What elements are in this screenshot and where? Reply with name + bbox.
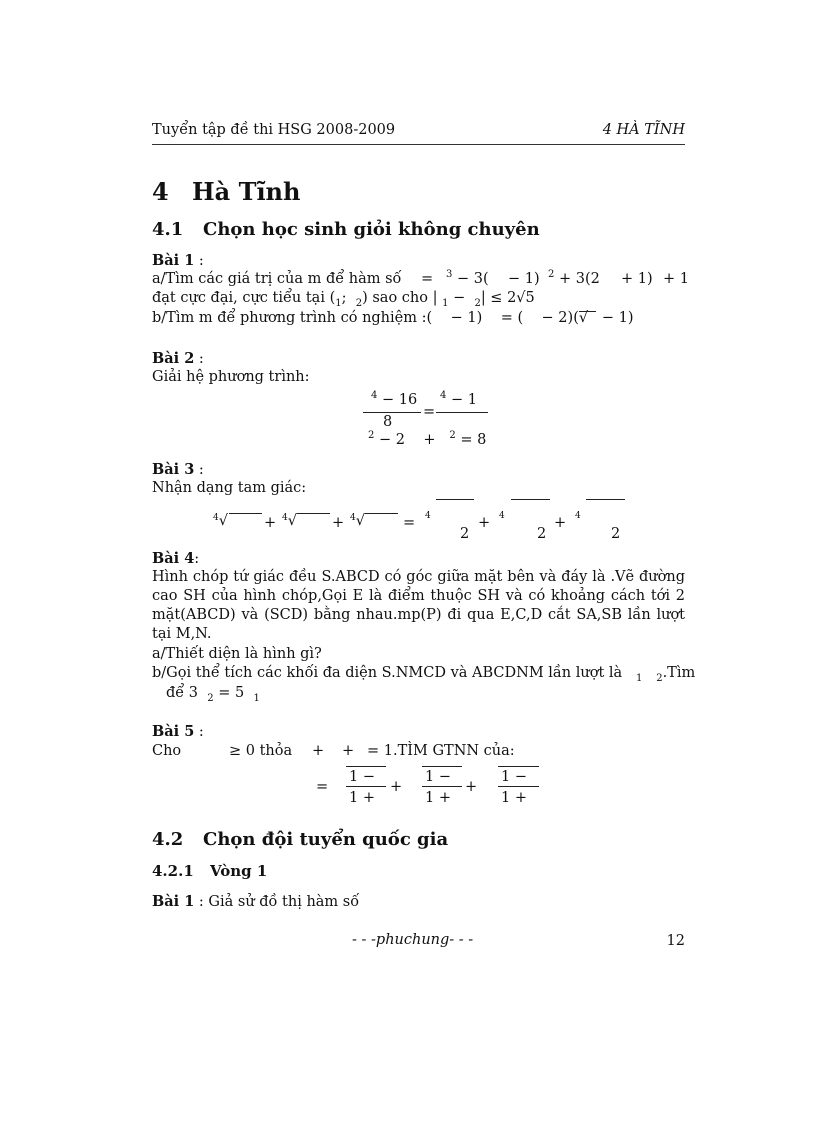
plus-sign: + [390,779,403,795]
plus-sign: + [332,515,345,531]
fraction-bar [346,786,386,787]
subscript: 2 [207,693,214,704]
problem-4-heading [152,549,199,569]
problem-1-line-1 [152,270,401,289]
problem-4-paragraph: Hình chóp tứ giác đều S.ABCD có góc giữa mặt bên và đáy là .Vẽ đường cao SH của hình chóp,Gọi E là điểm thuộc SH và có khoảng cách tới 2 mặt(ABCD) và (SCD) bằng nhau.mp(P) đi qua E,C,D cắt SA,SB lần lượt tại M,N. [152,569,685,642]
problem-5-condition: ≥ 0 thỏa [229,743,293,759]
chapter-title: Hà Tĩnh [192,177,301,206]
problem-label: Bài 2 [152,350,195,367]
problem-5-constraint: = 1.TÌM GTNN của: [367,743,515,759]
text-span: = 5 [218,685,245,701]
problem-label: Bài 3 [152,461,195,478]
problem-1-line-3 [152,309,634,328]
text-span: − 16 [381,392,418,408]
fraction-denominator: 2 [611,526,621,542]
plus-sign: + [465,779,478,795]
exponent: 4 [371,390,378,401]
root-index: 4 [425,511,431,521]
subscript: 1 [335,298,342,309]
text-span: a/Tìm các giá trị của m để hàm số [152,271,402,287]
radical-overline [422,766,462,767]
fraction-denominator: 2 [460,526,470,542]
radical-overline [436,499,474,500]
fourth-root-sign: $^4$√ [282,513,297,529]
problem-3-heading [152,460,204,480]
fourth-root-sign: $^4$√ [213,513,228,529]
subscript: 1 [253,693,260,704]
sqrt-overline [579,311,596,312]
problem-5-cho: Cho [152,743,182,759]
fraction-numerator: 1 − [425,769,451,785]
text-span: .Tìm [662,665,696,681]
subscript: 2 [474,298,481,309]
fraction-denominator: 1 + [501,790,527,806]
text-span: đạt cực đại, cực tiểu tại ( [152,290,336,306]
section-number: 4.2 [152,829,184,850]
math-span: $^2$ + 3(2 [548,269,600,287]
fraction-numerator: 1 − [349,769,375,785]
footer-author: - - -phuchung- - - [352,932,474,948]
running-header-left: Tuyển tập đề thi HSG 2008-2009 [152,122,396,138]
math-span: − 1) [508,271,540,287]
problem-label: Bài 4 [152,550,195,567]
problem-label: Bài 1 [152,893,195,910]
fraction-denominator: 1 + [425,790,451,806]
text-span: = 8 [460,432,487,448]
problem-4-part-b [152,664,695,684]
fraction-denominator: 8 [383,414,393,430]
subscript: 1 [636,673,643,684]
section-title: Chọn đội tuyển quốc gia [203,829,449,850]
problem-colon: : [194,551,200,567]
problem-4-part-a: a/Thiết diện là hình gì? [152,646,322,662]
problem-colon: : [194,351,204,367]
radical-overline [365,513,398,514]
text-span: để 3 [166,685,199,701]
radical-overline [498,766,539,767]
root-index: 4 [213,513,219,523]
problem-colon: : [194,462,204,478]
rhs-expression [440,391,477,411]
text-span: ; [341,290,347,306]
equation-2 [368,431,486,451]
radical-overline [586,499,625,500]
root-index: 4 [499,511,505,521]
problem-1b-line [152,892,359,912]
subsection-number: 4.2.1 [152,862,194,880]
text-span: − 1 [450,392,477,408]
header-rule [152,144,685,145]
problem-label: Bài 1 [152,252,195,269]
subscript: 2 [355,298,363,309]
fraction-bar [498,786,539,787]
plus-sign: + [312,743,325,759]
math-span: = [421,271,434,287]
root-index: 4 [350,513,356,523]
subscript: 1 [442,298,449,309]
subscript: 2 [656,673,663,684]
text-span: b/Tìm m để phương trình có nghiệm :( [152,310,433,326]
problem-4-part-b-cont [166,684,260,704]
text-span: | ≤ 2√5 [480,290,535,306]
chapter-number: 4 [152,177,169,206]
text-span: + [423,432,436,448]
equals-sign: = [423,404,436,420]
radical-overline [511,499,550,500]
radical-overline [297,513,330,514]
fraction-denominator: 1 + [349,790,375,806]
fraction-bar [436,412,488,413]
math-span: $^3$ − 3( [446,269,489,287]
text-span: ) sao cho | [362,290,438,306]
fraction-numerator [371,391,417,411]
exponent: 2 [368,430,375,441]
plus-sign: + [342,743,355,759]
text-span: b/Gọi thể tích các khối đa diện S.NMCD và ABCDNM lần lượt là [152,665,623,681]
plus-sign: + [264,515,277,531]
problem-1-heading [152,251,204,271]
problem-colon: : [194,724,204,740]
math-span: + 1 [663,271,689,287]
radical-overline [229,513,262,514]
plus-sign: + [478,515,491,531]
subsection-title: Vòng 1 [210,862,268,880]
equals-sign: = [316,779,329,795]
text-span: − 2 [378,432,405,448]
problem-2-intro: Giải hệ phương trình: [152,369,310,385]
exponent: 3 [446,269,453,280]
exponent: 4 [440,390,447,401]
problem-label: Bài 5 [152,723,195,740]
exponent: 2 [449,430,456,441]
text-span: = ( [500,310,524,326]
problem-5-heading [152,722,204,742]
equals-sign: = [403,515,416,531]
root-index: 4 [282,513,288,523]
plus-sign: + [554,515,567,531]
radical-overline [346,766,386,767]
text-span: − 2)(√ [541,310,589,326]
fraction-denominator: 2 [537,526,547,542]
section-title: Chọn học sinh giỏi không chuyên [203,219,540,240]
text-span: − 1) [450,310,483,326]
fraction-numerator: 1 − [501,769,527,785]
fraction-bar [422,786,462,787]
root-index: 4 [575,511,581,521]
problem-3-intro: Nhận dạng tam giác: [152,480,307,496]
fourth-root-sign: $^4$√ [350,513,365,529]
section-number: 4.1 [152,219,184,240]
text-span: : Giả sử đồ thị hàm số [194,894,360,910]
problem-1-line-2 [152,289,535,309]
text-span: − [453,290,466,306]
problem-2-heading [152,349,204,369]
text-span: − 1) [601,310,634,326]
page-number: 12 [666,933,685,949]
math-span: + 1) [621,271,653,287]
exponent: 2 [548,269,555,280]
running-header-right: 4 HÀ TĨNH [602,122,685,138]
problem-colon: : [194,253,204,269]
